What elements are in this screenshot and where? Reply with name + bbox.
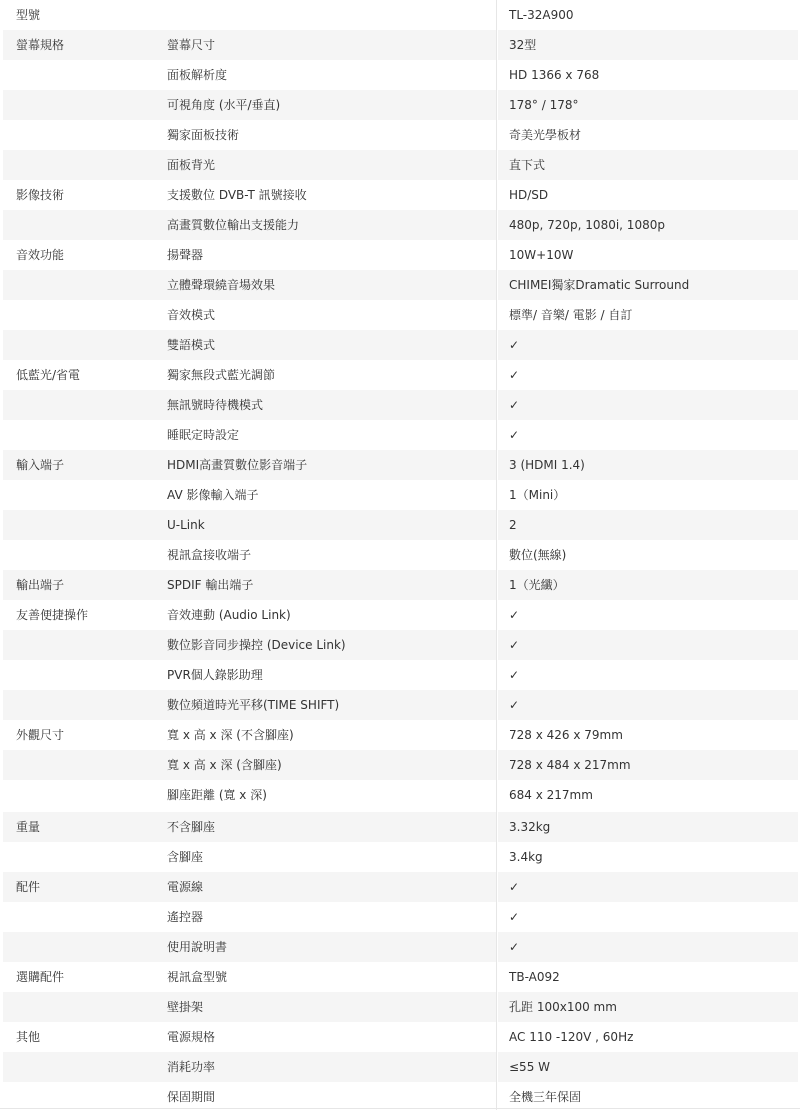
row-value: 1（Mini） [509, 488, 566, 502]
row-item-label: HDMI高畫質數位影音端子 [167, 458, 308, 472]
table-row [0, 842, 800, 872]
row-value: 178° / 178° [509, 98, 579, 112]
row-background [498, 330, 798, 360]
row-category: 輸出端子 [16, 578, 65, 592]
row-value: ✓ [509, 608, 520, 622]
row-item-label: 獨家面板技術 [167, 128, 240, 142]
table-row [0, 690, 800, 720]
row-background [498, 660, 798, 690]
row-value: AC 110 -120V , 60Hz [509, 1030, 634, 1044]
row-value: ✓ [509, 880, 520, 894]
table-row [0, 300, 800, 330]
row-category: 輸入端子 [16, 458, 65, 472]
row-background [498, 902, 798, 932]
row-value: 奇美光學板材 [509, 128, 582, 142]
table-row [0, 932, 800, 962]
table-row [0, 360, 800, 390]
row-value: ✓ [509, 940, 520, 954]
row-value: 直下式 [509, 158, 546, 172]
row-item-label: 使用說明書 [167, 940, 228, 954]
row-background [498, 690, 798, 720]
row-background [3, 60, 496, 90]
table-row [0, 60, 800, 90]
row-background [3, 872, 496, 902]
table-row [0, 872, 800, 902]
table-row [0, 420, 800, 450]
row-category: 其他 [16, 1030, 41, 1044]
row-category: 音效功能 [16, 248, 65, 262]
row-background [498, 630, 798, 660]
row-category: 選購配件 [16, 970, 65, 984]
table-row [0, 390, 800, 420]
row-background [498, 872, 798, 902]
table-row [0, 120, 800, 150]
table-row [0, 240, 800, 270]
row-item-label: 高畫質數位輸出支援能力 [167, 218, 300, 232]
row-item-label: 寬 x 高 x 深 (含腳座) [167, 758, 282, 772]
row-background [498, 842, 798, 872]
row-background [3, 1052, 496, 1082]
row-background [498, 600, 798, 630]
row-background [498, 510, 798, 540]
row-category: 重量 [16, 820, 41, 834]
row-item-label: 無訊號時待機模式 [167, 398, 264, 412]
row-value: ✓ [509, 910, 520, 924]
table-row [0, 510, 800, 540]
table-row [0, 1022, 800, 1052]
row-background [498, 932, 798, 962]
table-row [0, 90, 800, 120]
row-item-label: 雙語模式 [167, 338, 216, 352]
table-row [0, 570, 800, 600]
row-value: ✓ [509, 398, 520, 412]
row-background [3, 902, 496, 932]
table-row [0, 180, 800, 210]
table-row [0, 630, 800, 660]
row-category: 低藍光/省電 [16, 368, 81, 382]
row-value: ✓ [509, 638, 520, 652]
row-category: 配件 [16, 880, 41, 894]
row-item-label: 腳座距離 (寬 x 深) [167, 788, 267, 802]
row-value: ✓ [509, 668, 520, 682]
table-row [0, 270, 800, 300]
row-value: 3.32kg [509, 820, 551, 834]
row-value: HD 1366 x 768 [509, 68, 600, 82]
row-item-label: 面板解析度 [167, 68, 228, 82]
row-value: 3.4kg [509, 850, 543, 864]
row-item-label: AV 影像輸入端子 [167, 488, 259, 502]
row-item-label: 面板背光 [167, 158, 216, 172]
row-background [3, 812, 496, 842]
table-row [0, 750, 800, 780]
row-value: TL-32A900 [509, 8, 574, 22]
row-value: 728 x 484 x 217mm [509, 758, 631, 772]
row-value: 10W+10W [509, 248, 574, 262]
table-row [0, 480, 800, 510]
row-value: HD/SD [509, 188, 549, 202]
row-background [498, 30, 798, 60]
row-value: 728 x 426 x 79mm [509, 728, 623, 742]
row-item-label: 含腳座 [167, 850, 204, 864]
table-row [0, 540, 800, 570]
row-item-label: 寬 x 高 x 深 (不含腳座) [167, 728, 294, 742]
row-item-label: 壁掛架 [167, 1000, 204, 1014]
row-item-label: 視訊盒型號 [167, 970, 228, 984]
column-divider [496, 0, 497, 1110]
table-row [0, 450, 800, 480]
row-item-label: 揚聲器 [167, 248, 204, 262]
row-value: 3 (HDMI 1.4) [509, 458, 585, 472]
row-item-label: 支援數位 DVB-T 訊號接收 [167, 188, 307, 202]
row-background [3, 992, 496, 1022]
row-value: 孔距 100x100 mm [509, 1000, 617, 1014]
row-item-label: 睡眠定時設定 [167, 428, 240, 442]
row-background [3, 420, 496, 450]
row-item-label: 遙控器 [167, 910, 204, 924]
table-row [0, 660, 800, 690]
row-item-label: 可視角度 (水平/垂直) [167, 98, 281, 112]
row-item-label: 消耗功率 [167, 1060, 216, 1074]
row-background [3, 0, 496, 30]
row-item-label: 數位頻道時光平移(TIME SHIFT) [167, 698, 340, 712]
row-value: 標準/ 音樂/ 電影 / 自訂 [509, 308, 633, 322]
row-background [3, 330, 496, 360]
row-background [3, 30, 496, 60]
row-item-label: U-Link [167, 518, 205, 532]
row-item-label: 音效模式 [167, 308, 216, 322]
row-value: 數位(無線) [509, 548, 567, 562]
row-item-label: 音效連動 (Audio Link) [167, 608, 291, 622]
table-row [0, 600, 800, 630]
row-value: 480p, 720p, 1080i, 1080p [509, 218, 665, 232]
row-value: 1（光纖） [509, 578, 565, 592]
row-category: 影像技術 [16, 188, 65, 202]
table-row [0, 1052, 800, 1082]
row-background [498, 390, 798, 420]
row-value: CHIMEI獨家Dramatic Surround [509, 278, 690, 292]
row-category: 型號 [16, 8, 41, 22]
row-item-label: 不含腳座 [167, 820, 216, 834]
row-value: ✓ [509, 698, 520, 712]
row-item-label: 保固期間 [167, 1090, 216, 1104]
row-background [3, 962, 496, 992]
row-background [3, 240, 496, 270]
row-item-label: 螢幕尺寸 [167, 38, 216, 52]
table-row [0, 30, 800, 60]
table-row [0, 0, 800, 30]
row-background [498, 420, 798, 450]
row-value: ✓ [509, 428, 520, 442]
row-background [3, 842, 496, 872]
row-category: 友善便捷操作 [16, 608, 89, 622]
row-category: 螢幕規格 [16, 38, 65, 52]
table-row [0, 210, 800, 240]
row-background [3, 300, 496, 330]
table-bottom-border [0, 1108, 800, 1109]
row-value: 32型 [509, 38, 537, 52]
table-row [0, 780, 800, 810]
row-item-label: SPDIF 輸出端子 [167, 578, 254, 592]
table-row [0, 902, 800, 932]
row-item-label: 電源規格 [167, 1030, 216, 1044]
row-value: 684 x 217mm [509, 788, 593, 802]
row-value: ✓ [509, 338, 520, 352]
row-background [498, 360, 798, 390]
row-value: ✓ [509, 368, 520, 382]
row-value: ≤55 W [509, 1060, 551, 1074]
table-row [0, 992, 800, 1022]
row-item-label: 電源線 [167, 880, 204, 894]
table-row [0, 962, 800, 992]
table-row [0, 812, 800, 842]
row-item-label: 數位影音同步操控 (Device Link) [167, 638, 346, 652]
table-row [0, 330, 800, 360]
row-item-label: 立體聲環繞音場效果 [167, 278, 276, 292]
row-item-label: 獨家無段式藍光調節 [167, 368, 276, 382]
row-item-label: 視訊盒接收端子 [167, 548, 252, 562]
table-row [0, 720, 800, 750]
row-category: 外觀尺寸 [16, 728, 65, 742]
row-background [3, 510, 496, 540]
row-item-label: PVR個人錄影助理 [167, 668, 263, 682]
row-background [3, 1022, 496, 1052]
row-value: 2 [509, 518, 517, 532]
row-background [3, 150, 496, 180]
table-row [0, 150, 800, 180]
row-background [3, 932, 496, 962]
row-background [3, 120, 496, 150]
row-value: TB-A092 [509, 970, 560, 984]
row-value: 全機三年保固 [509, 1090, 582, 1104]
